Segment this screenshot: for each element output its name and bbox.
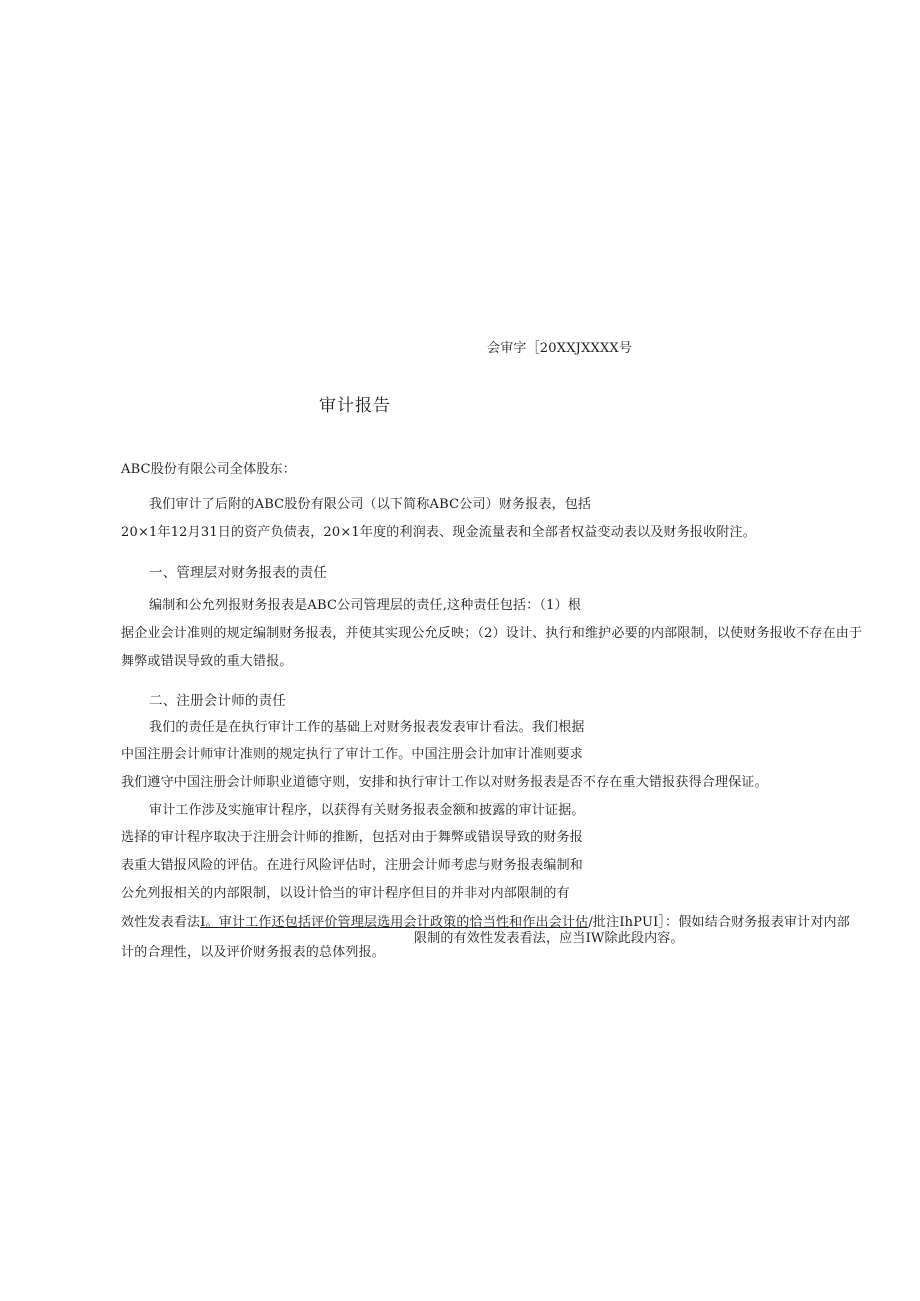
section1-heading: 一、管理层对财务报表的责任 [149,565,328,581]
section1-line-3: 舞弊或错误导致的重大错报。 [121,654,293,669]
section2-p2-line-1: 审计工作涉及实施审计程序，以获得有关财务报表金额和披露的审计证据。 [149,803,585,818]
intro-line-2: 20×1年12月31日的资产负债表，20×1年度的利润表、现金流量表和全部者权益变动表以及财务报收附注。 [121,525,756,540]
section1-line-1: 编制和公允列报财务报表是ABC公司管理层的责任,这种责任包括：（1）根 [149,598,582,613]
comment-anchor-link[interactable]: I。审计工作还包括评价管理层选用会计政策的恰当性和作出会计估 [200,915,589,930]
section2-p1-line-3: 我们遵守中国注册会计师职业道德守则，安排和执行审计工作以对财务报表是否不存在重大错报获得合理保证。 [121,775,768,790]
comment-continuation: 限制的有效性发表看法，应当IW除此段内容。 [414,931,684,946]
document-number: 会审字［20XXJXXXX号 [487,341,633,356]
line-5-start: 效性发表看法 [121,915,201,930]
comment-annotation: /批注IhPUI］：假如结合财务报表审计对内部 [588,915,850,930]
section1-line-2: 据企业会计准则的规定编制财务报表，并使其实现公允反映；（2）设计、执行和维护必要的内部限制，以使财务报收不存在由于 [121,626,863,641]
section2-heading: 二、注册会计师的责任 [149,693,286,709]
section2-p2-line-4: 公允列报相关的内部限制，以设计恰当的审计程序但目的并非对内部限制的有 [121,886,570,901]
addressee: ABC股份有限公司全体股东： [121,462,296,477]
section2-p2-line-3: 表重大错报风险的评估。在进行风险评估时，注册会计师考虑与财务报表编制和 [121,858,584,873]
section2-p1-line-2: 中国注册会计师审计准则的规定执行了审计工作。中国注册会计加审计准则要求 [121,747,584,762]
section2-p1-line-1: 我们的责任是在执行审计工作的基础上对财务报表发表审计看法。我们根据 [149,720,585,735]
document-title: 审计报告 [319,396,391,416]
section2-p2-line-2: 选择的审计程序取决于注册会计师的推断，包括对由于舞弊或错误导致的财务报 [121,830,584,845]
section2-p2-line-5 [121,915,850,931]
intro-line-1: 我们审计了后附的ABC股份有限公司（以下简称ABC公司）财务报表，包括 [149,497,592,512]
section2-p2-line-6: 计的合理性，以及评价财务报表的总体列报。 [121,945,386,960]
